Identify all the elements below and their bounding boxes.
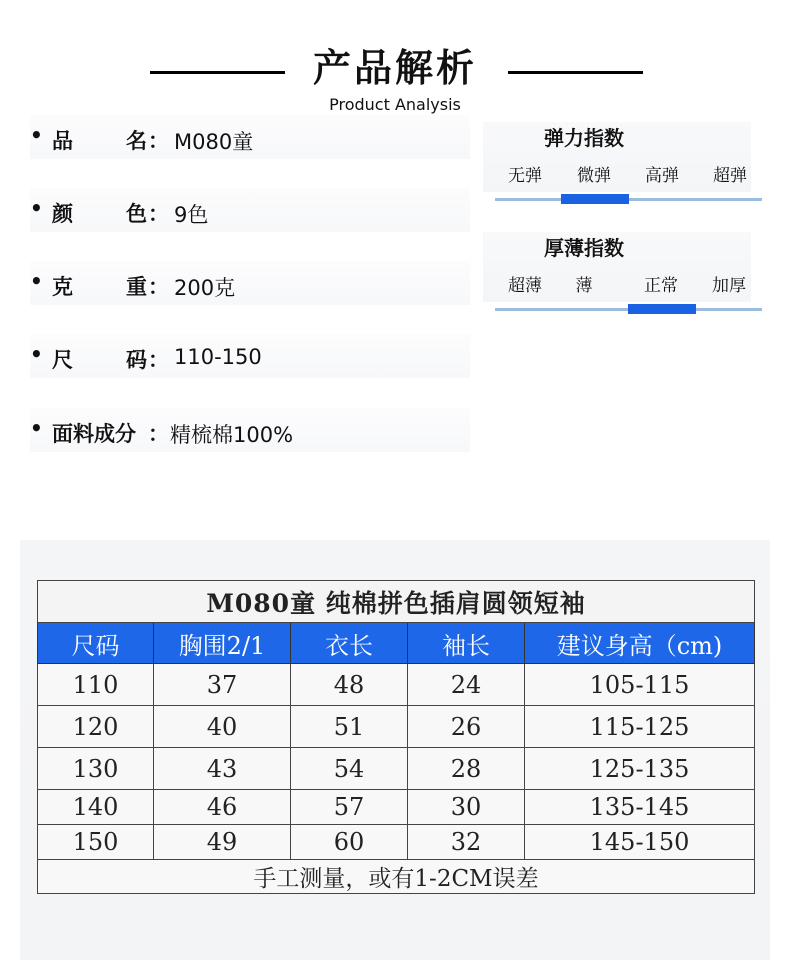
info-row-size	[30, 334, 470, 378]
info-value: 9色	[174, 203, 209, 227]
table-cell: 115-125	[525, 706, 755, 748]
elasticity-level-1: 微弹	[577, 166, 611, 186]
table-cell: 40	[154, 706, 291, 748]
info-colon: ：	[148, 348, 169, 372]
info-value: 110-150	[174, 345, 262, 369]
thickness-level-1: 薄	[575, 276, 593, 296]
table-cell: 150	[38, 825, 154, 860]
column-header: 建议身高（cm)	[525, 623, 755, 664]
table-row	[38, 664, 755, 706]
elasticity-level-2: 高弹	[645, 166, 679, 186]
table-cell: 48	[291, 664, 408, 706]
table-title-row	[38, 581, 755, 623]
table-footnote: 手工测量，或有1-2CM误差	[38, 860, 755, 894]
thickness-level-3: 加厚	[712, 276, 746, 296]
bullet-icon: •	[30, 196, 43, 220]
info-row-fabric	[30, 408, 470, 452]
info-value: M080童	[174, 130, 254, 154]
table-header-row	[38, 623, 755, 664]
info-key: 克 重	[52, 275, 147, 299]
table-cell: 28	[408, 748, 525, 790]
info-colon: ：	[148, 202, 169, 226]
thickness-level-0: 超薄	[508, 276, 542, 296]
table-row	[38, 706, 755, 748]
table-cell: 49	[154, 825, 291, 860]
table-row	[38, 748, 755, 790]
column-header: 尺码	[38, 623, 154, 664]
info-colon: ：	[148, 129, 169, 153]
elasticity-indicator	[561, 194, 629, 204]
table-cell: 120	[38, 706, 154, 748]
thickness-title: 厚薄指数	[544, 236, 624, 260]
info-value: 200克	[174, 276, 236, 300]
table-cell: 51	[291, 706, 408, 748]
table-title: M080童 纯棉拼色插肩圆领短袖	[38, 581, 755, 623]
elasticity-level-0: 无弹	[508, 166, 542, 186]
table-cell: 105-115	[525, 664, 755, 706]
bullet-icon: •	[30, 416, 43, 440]
size-table	[37, 580, 755, 894]
table-cell: 140	[38, 790, 154, 825]
table-cell: 37	[154, 664, 291, 706]
info-value: 精梳棉100%	[170, 423, 294, 447]
elasticity-title: 弹力指数	[544, 126, 624, 150]
table-cell: 60	[291, 825, 408, 860]
table-cell: 125-135	[525, 748, 755, 790]
info-colon: ：	[148, 422, 169, 446]
table-cell: 30	[408, 790, 525, 825]
bullet-icon: •	[30, 269, 43, 293]
info-colon: ：	[148, 275, 169, 299]
info-row-name	[30, 115, 470, 159]
info-key: 尺 码	[52, 348, 147, 372]
thickness-indicator	[628, 304, 696, 314]
bullet-icon: •	[30, 342, 43, 366]
table-footer-row	[38, 860, 755, 894]
info-row-weight	[30, 261, 470, 305]
table-cell: 43	[154, 748, 291, 790]
table-cell: 135-145	[525, 790, 755, 825]
bullet-icon: •	[30, 123, 43, 147]
info-key: 颜 色	[52, 202, 147, 226]
info-row-color	[30, 188, 470, 232]
thickness-level-2: 正常	[644, 276, 678, 296]
table-cell: 110	[38, 664, 154, 706]
table-cell: 130	[38, 748, 154, 790]
column-header: 胸围2/1	[154, 623, 291, 664]
table-cell: 145-150	[525, 825, 755, 860]
info-key: 品 名	[52, 129, 147, 153]
table-cell: 46	[154, 790, 291, 825]
table-cell: 54	[291, 748, 408, 790]
column-header: 衣长	[291, 623, 408, 664]
table-cell: 24	[408, 664, 525, 706]
page-title: 产品解析	[312, 46, 477, 90]
elasticity-level-3: 超弹	[713, 166, 747, 186]
table-cell: 32	[408, 825, 525, 860]
column-header: 袖长	[408, 623, 525, 664]
page-subtitle: Product Analysis	[329, 95, 461, 114]
table-row	[38, 790, 755, 825]
table-cell: 26	[408, 706, 525, 748]
info-key: 面料成分	[52, 422, 136, 446]
table-cell: 57	[291, 790, 408, 825]
table-row	[38, 825, 755, 860]
